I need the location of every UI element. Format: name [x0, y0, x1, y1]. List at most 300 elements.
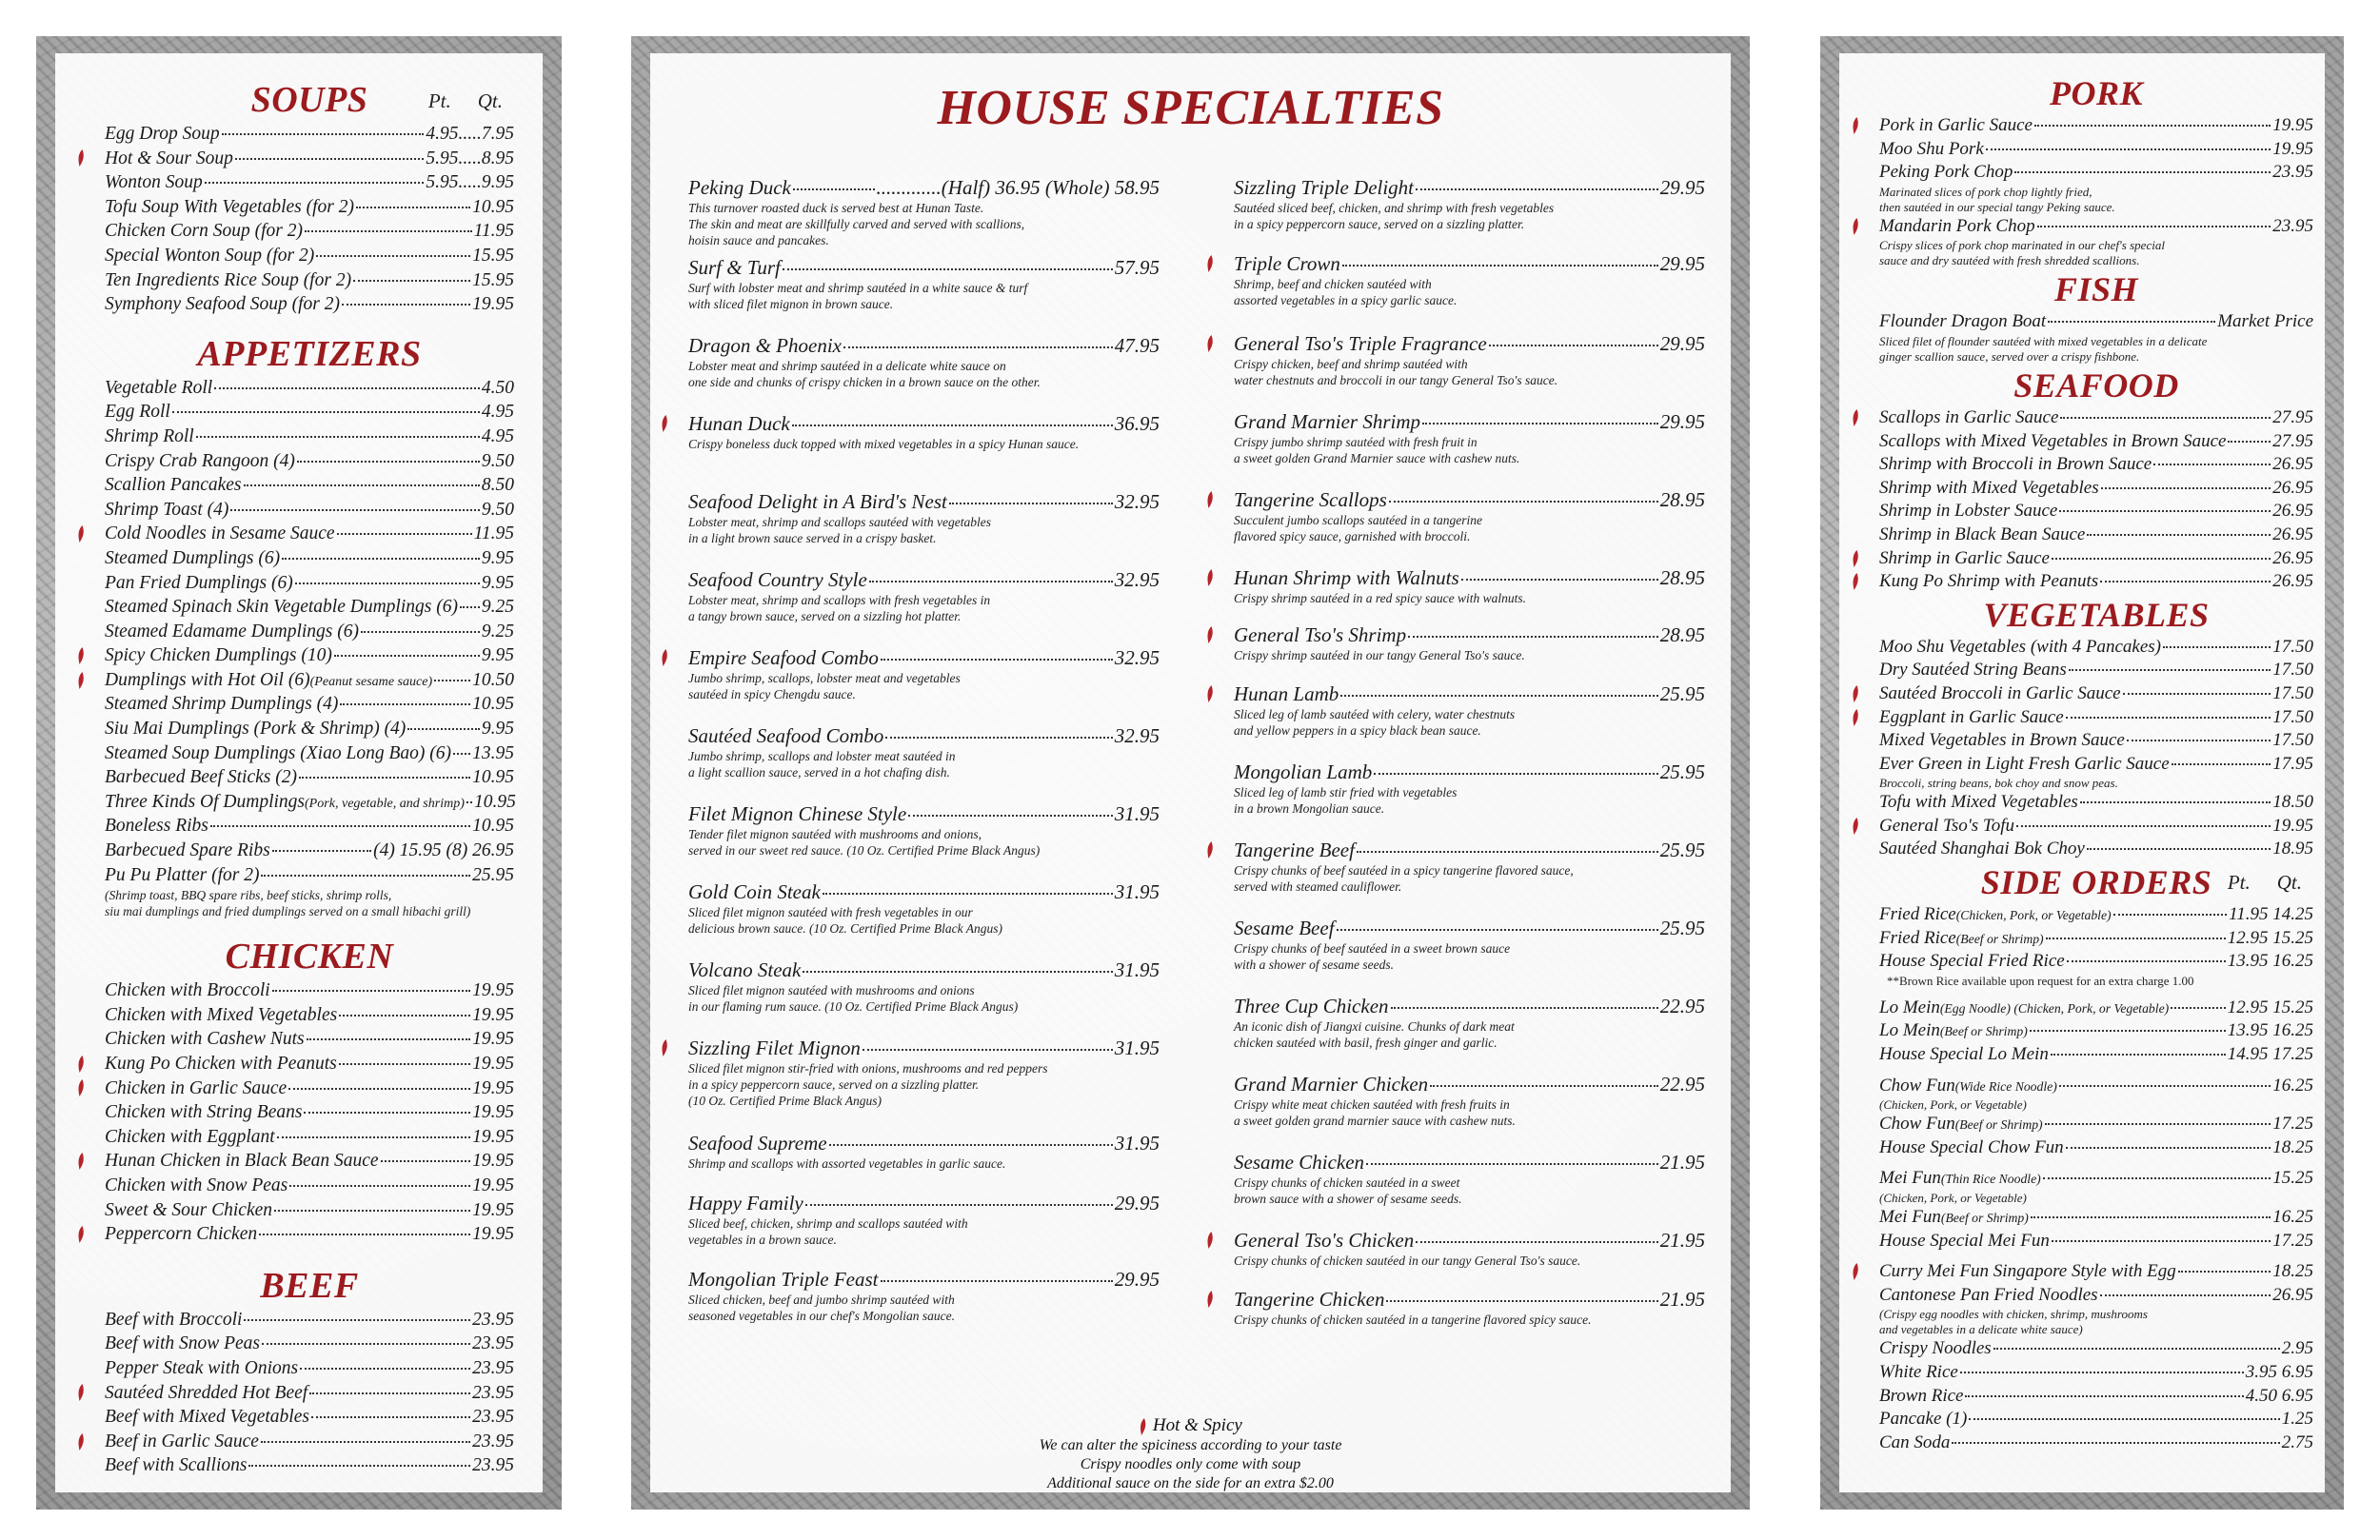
menu-item: [1879, 1167, 2313, 1191]
item-name: Chicken with Mixed Vegetables: [105, 1004, 338, 1025]
dot-leader: [453, 753, 470, 755]
dot-leader: [2127, 740, 2271, 741]
side-orders-title: SIDE ORDERS: [1980, 863, 2212, 902]
item-name: Sesame Beef: [1234, 917, 1335, 939]
item-name: Fried Rice: [1879, 904, 1956, 925]
item-name: Mandarin Pork Chop: [1879, 215, 2035, 236]
item-price: 29.95: [1114, 1192, 1160, 1214]
item-price: 19.95: [472, 1102, 514, 1123]
item-price: 2.95: [2281, 1338, 2313, 1359]
quart-label: Qt.: [2276, 871, 2302, 895]
item-description: Succulent jumbo scallops sautéed in a tangerine flavored spicy sauce, garnished with broccoli.: [1234, 513, 1482, 543]
menu-item: [105, 244, 514, 268]
specialty-item: [688, 723, 1160, 801]
item-price: 25.95: [472, 864, 514, 885]
item-price: 19.95: [472, 980, 514, 1001]
menu-item: [105, 424, 514, 449]
item-price: 4.95.....7.95: [426, 124, 514, 144]
item-price: 25.95: [1659, 839, 1705, 861]
fish-title: FISH: [2053, 270, 2139, 309]
dot-leader: [1969, 1418, 2279, 1420]
item-name: Dry Sautéed String Beans: [1879, 660, 2067, 681]
item-name: Sweet & Sour Chicken: [105, 1199, 273, 1220]
specialty-item: [1234, 1150, 1705, 1228]
left-menu-card: [55, 53, 543, 1492]
appetizers-list: [105, 376, 514, 887]
item-price: 18.25: [2272, 1136, 2313, 1157]
menu-item: [105, 741, 514, 766]
item-price: 9.95: [481, 572, 514, 593]
item-price: 17.50: [2272, 706, 2313, 727]
item-name: Flounder Dragon Boat: [1879, 311, 2047, 332]
item-name: Can Soda: [1879, 1431, 1951, 1452]
dot-leader: [2067, 960, 2226, 962]
item-price: 32.95: [1114, 568, 1160, 591]
dot-leader: [214, 387, 480, 389]
pint-label: Pt.: [2227, 871, 2251, 895]
item-price: 28.95: [1659, 566, 1705, 589]
item-price: 23.95: [472, 1333, 514, 1354]
menu-item: [105, 1430, 514, 1454]
item-description: Jumbo shrimp, scallops and lobster meat sautéed in a light scallion sauce, served in a hot chafing dish.: [688, 749, 956, 780]
dot-leader: [297, 461, 480, 463]
item-note: (Pork, vegetable, and shrimp): [305, 795, 465, 811]
item-description: Crispy boneless duck topped with mixed vegetables in a spicy Hunan sauce.: [688, 437, 1080, 451]
item-name: Ever Green in Light Fresh Garlic Sauce: [1879, 753, 2170, 774]
item-name: General Tso's Chicken: [1234, 1229, 1415, 1252]
dot-leader: [2016, 825, 2271, 827]
item-name: Eggplant in Garlic Sauce: [1879, 706, 2064, 727]
item-price: 29.95: [1659, 176, 1705, 199]
menu-item: [688, 1036, 1160, 1060]
menu-item: [1879, 791, 2313, 815]
hot-pepper-icon: [1851, 116, 1861, 135]
item-name: Volcano Steak: [688, 958, 802, 981]
dot-leader: [1408, 636, 1658, 638]
item-price: 23.95: [472, 1431, 514, 1451]
item-price: 4.50: [481, 377, 514, 398]
menu-item: [105, 1405, 514, 1430]
dot-leader: [2087, 534, 2271, 536]
item-price: 23.95: [472, 1407, 514, 1428]
dot-leader: [244, 484, 480, 486]
dot-leader: [783, 268, 1113, 270]
hot-pepper-icon: [1205, 1290, 1216, 1309]
dot-leader: [407, 728, 480, 730]
menu-item: [105, 522, 514, 546]
specialty-item: [1234, 487, 1705, 565]
soups-title: SOUPS: [250, 80, 368, 120]
dot-leader: [222, 133, 425, 135]
menu-item: [688, 1267, 1160, 1292]
item-price: 10.95: [472, 694, 514, 715]
item-name: Pancake (1): [1879, 1409, 1968, 1430]
item-price: 15.95: [472, 245, 514, 266]
menu-item: [105, 620, 514, 644]
item-price: 1.25: [2281, 1409, 2313, 1430]
item-price: 22.95: [1659, 995, 1705, 1017]
menu-item: [688, 801, 1160, 826]
dot-leader: [353, 280, 470, 282]
dot-leader: [2172, 763, 2271, 765]
item-name: Three Kinds Of Dumplings: [105, 791, 305, 812]
item-name: Crispy Noodles: [1879, 1338, 1992, 1359]
menu-item: [1879, 636, 2313, 660]
menu-item: [105, 376, 514, 401]
item-name: Shrimp with Broccoli in Brown Sauce: [1879, 454, 2152, 475]
menu-item: [688, 1131, 1160, 1155]
item-price: 23.95: [472, 1455, 514, 1476]
item-name: Steamed Spinach Skin Vegetable Dumplings (6): [105, 597, 458, 618]
item-description: Crispy chunks of beef sautéed in a sweet brown sauce with a shower of sesame seeds.: [1234, 941, 1511, 972]
menu-item: [1234, 1228, 1705, 1253]
item-name: Three Cup Chicken: [1234, 995, 1389, 1017]
menu-item: [1234, 331, 1705, 356]
item-name: Sautéed Seafood Combo: [688, 724, 884, 747]
item-name: Hot & Sour Soup: [105, 148, 233, 168]
menu-item: [105, 978, 514, 1003]
specialty-item: [1234, 622, 1705, 681]
item-price: 28.95: [1659, 488, 1705, 511]
menu-item: [105, 147, 514, 171]
item-price: 23.95: [472, 1309, 514, 1330]
specialty-item: [1234, 409, 1705, 487]
dot-leader: [2113, 914, 2228, 916]
item-price: 10.50: [472, 669, 514, 690]
dot-leader: [792, 424, 1113, 426]
specialty-item: [688, 1131, 1160, 1191]
hot-pepper-icon: [76, 1152, 87, 1171]
hot-pepper-icon: [76, 671, 87, 690]
dot-leader: [881, 1280, 1113, 1282]
specialty-item: [688, 879, 1160, 958]
dot-leader: [2046, 938, 2226, 939]
dot-leader: [300, 1368, 470, 1370]
menu-item: [1234, 409, 1705, 434]
menu-item: [1879, 215, 2313, 239]
menu-item: [1879, 161, 2313, 185]
item-name: White Rice: [1879, 1361, 1958, 1382]
hot-pepper-icon: [1851, 572, 1861, 591]
dot-leader: [235, 158, 424, 160]
item-name: Hunan Shrimp with Walnuts: [1234, 566, 1459, 589]
item-price: 32.95: [1114, 490, 1160, 513]
hot-pepper-icon: [1851, 684, 1861, 703]
menu-item: [1879, 477, 2313, 501]
dot-leader: [805, 1204, 1113, 1206]
item-price: 25.95: [1659, 760, 1705, 783]
item-price: 47.95: [1114, 334, 1160, 357]
dot-leader: [2069, 669, 2271, 671]
dot-leader: [2052, 558, 2271, 560]
menu-item: [688, 489, 1160, 514]
menu-item: [105, 122, 514, 147]
dot-leader: [1386, 1300, 1657, 1302]
item-name: Kung Po Chicken with Peanuts: [105, 1054, 337, 1074]
menu-item: [105, 1052, 514, 1076]
item-name: Lo Mein: [1879, 997, 1940, 1017]
menu-item: [105, 400, 514, 424]
menu-item: [105, 292, 514, 317]
item-description: Crispy white meat chicken sautéed with fresh fruits in a sweet golden grand marnier sauce with cashew nuts.: [1234, 1097, 1516, 1128]
menu-item: [688, 723, 1160, 748]
item-name: Steamed Edamame Dumplings (6): [105, 621, 359, 642]
crispy-noodles-note: Crispy noodles only come with soup: [1080, 1455, 1301, 1472]
menu-item: [1234, 1072, 1705, 1096]
dot-leader: [2101, 487, 2271, 489]
specialty-item: [688, 801, 1160, 879]
item-price: 5.95.....9.95: [426, 172, 514, 193]
item-name: Seafood Supreme: [688, 1132, 827, 1155]
item-name: Pan Fried Dumplings (6): [105, 572, 293, 593]
item-description: Surf with lobster meat and shrimp sautéed in a white sauce & turf with sliced filet mignon in brown sauce.: [688, 281, 1028, 311]
item-description: Sautéed sliced beef, chicken, and shrimp with fresh vegetables in a spicy peppercorn sauce, served on a sizzling platter.: [1234, 201, 1555, 231]
dot-leader: [339, 1063, 470, 1065]
dot-leader: [361, 631, 480, 633]
hot-pepper-icon: [660, 414, 670, 433]
item-name: Mei Fun: [1879, 1168, 1941, 1189]
item-name: Moo Shu Pork: [1879, 138, 1984, 159]
hot-pepper-icon: [1851, 817, 1861, 836]
dot-leader: [196, 436, 480, 438]
item-description: Lobster meat and shrimp sautéed in a delicate white sauce on one side and chunks of crispy chicken in a brown sauce on the other.: [688, 359, 1041, 389]
item-description: Tender filet mignon sautéed with mushrooms and onions, served in our sweet red sauce. (10 Oz. Certified Prime Black Angus): [688, 827, 1041, 858]
item-name: Seafood Country Style: [688, 568, 867, 591]
item-description: Shrimp, beef and chicken sautéed with assorted vegetables in a spicy garlic sauce.: [1234, 277, 1458, 307]
specialty-item: [688, 175, 1160, 255]
item-name: Chicken with Snow Peas: [105, 1175, 288, 1195]
item-name: Chicken with Eggplant: [105, 1126, 275, 1147]
item-price: 19.95: [472, 1151, 514, 1172]
menu-item: [688, 567, 1160, 592]
beef-title: BEEF: [260, 1265, 359, 1306]
item-name: Cold Noodles in Sesame Sauce: [105, 523, 335, 544]
pint-label: Pt.: [427, 89, 451, 112]
item-name: Shrimp with Mixed Vegetables: [1879, 477, 2099, 498]
item-price: 25.95: [1659, 682, 1705, 705]
item-name: Sizzling Triple Delight: [1234, 176, 1415, 199]
menu-item: [1234, 622, 1705, 647]
vegetables-list: [1879, 636, 2313, 861]
item-note: (Beef or Shrimp): [1955, 931, 2044, 946]
item-description: Crispy slices of pork chop marinated in our chef's special sauce and dry sautéed with fresh shredded scallions.: [1879, 238, 2165, 268]
house-specialties-title: HOUSE SPECIALTIES: [937, 81, 1444, 135]
item-price: Market Price: [2217, 311, 2313, 332]
specialty-item: [1234, 994, 1705, 1072]
specialty-item: [1234, 565, 1705, 622]
dot-leader: [2034, 125, 2271, 127]
menu-item: [1879, 729, 2313, 753]
item-description: Crispy chunks of chicken sautéed in a sweet brown sauce with a shower of sesame seeds.: [1234, 1175, 1462, 1206]
item-name: Mongolian Triple Feast: [688, 1268, 879, 1291]
menu-item: [1879, 500, 2313, 523]
specialty-item: [688, 958, 1160, 1036]
dot-leader: [885, 737, 1112, 739]
item-name: Steamed Soup Dumplings (Xiao Long Bao) (6): [105, 742, 451, 763]
item-name: Beef with Scallions: [105, 1455, 248, 1476]
dot-leader: [309, 1392, 470, 1394]
item-price: 26.95: [2272, 454, 2313, 475]
pork-title: PORK: [2049, 74, 2143, 112]
item-price: 22.95: [1659, 1073, 1705, 1096]
side-orders-header: [1879, 861, 2313, 903]
item-price: 19.95: [472, 294, 514, 315]
menu-item: [688, 1191, 1160, 1215]
specialty-item: [1234, 1287, 1705, 1346]
menu-item: [105, 1332, 514, 1356]
hot-pepper-icon: [76, 1432, 87, 1451]
dot-leader: [1342, 265, 1658, 267]
item-description: (Chicken, Pork, or Vegetable): [1879, 1191, 2027, 1205]
item-price: 16.25: [2272, 1207, 2313, 1227]
dot-leader: [1952, 1442, 2279, 1444]
menu-item: [105, 765, 514, 790]
item-name: Seafood Delight in A Bird's Nest: [688, 490, 947, 513]
item-name: Happy Family: [688, 1192, 803, 1214]
item-price: 11.95 14.25: [2229, 904, 2313, 925]
item-price: 19.95: [472, 1224, 514, 1245]
specialty-item: [1234, 760, 1705, 838]
item-price: 18.25: [2272, 1261, 2313, 1282]
item-price: 11.95: [473, 523, 514, 544]
dot-leader: [2052, 1240, 2271, 1242]
dot-leader: [381, 1160, 471, 1162]
menu-item: [1234, 175, 1705, 200]
item-name: Spicy Chicken Dumplings (10): [105, 645, 332, 666]
item-price: 19.95: [2272, 115, 2313, 135]
item-name: Sautéed Shanghai Bok Choy: [1879, 839, 2085, 859]
item-name: Tangerine Chicken: [1234, 1288, 1385, 1311]
dot-leader: [299, 777, 470, 779]
item-name: Scallops in Garlic Sauce: [1879, 406, 2059, 427]
dot-leader: [2178, 1271, 2271, 1273]
item-description: Sliced beef, chicken, shrimp and scallops sautéed with vegetables in a brown sauce.: [688, 1216, 968, 1247]
menu-item: [1879, 453, 2313, 477]
dot-leader: [2123, 693, 2271, 695]
item-name: Filet Mignon Chinese Style: [688, 802, 907, 825]
item-name: Wonton Soup: [105, 172, 203, 193]
item-price: 26.95: [2272, 1284, 2313, 1305]
menu-item: [1879, 903, 2313, 927]
dot-leader: [1357, 851, 1658, 853]
dot-leader: [843, 346, 1113, 348]
item-name: Tangerine Scallops: [1234, 488, 1387, 511]
item-description: Broccoli, string beans, bok choy and snow peas.: [1879, 776, 2118, 791]
item-name: Shrimp in Black Bean Sauce: [1879, 523, 2086, 544]
brown-rice-note: **Brown Rice available upon request for an extra charge 1.00: [1887, 973, 2194, 988]
item-description: Crispy shrimp sautéed in a red spicy sauce with walnuts.: [1234, 591, 1526, 605]
dot-leader: [248, 1465, 470, 1467]
menu-item: [688, 958, 1160, 982]
item-price: 19.95: [472, 1199, 514, 1220]
dot-leader: [1337, 929, 1658, 931]
item-note: (Thin Rice Noodle): [1940, 1172, 2041, 1187]
pork-list: [1879, 114, 2313, 268]
specialty-item: [688, 333, 1160, 411]
menu-item: [1879, 682, 2313, 706]
dot-leader: [305, 230, 472, 232]
menu-item: [105, 814, 514, 839]
item-price: 4.95: [481, 402, 514, 423]
menu-item: [1879, 114, 2313, 138]
specialty-item: [688, 255, 1160, 333]
item-price: 27.95: [2272, 430, 2313, 451]
soups-list: [105, 122, 514, 317]
item-price: .............(Half) 36.95 (Whole) 58.95: [876, 176, 1160, 199]
hot-pepper-icon: [76, 148, 87, 168]
item-price: 9.95: [481, 645, 514, 666]
item-description: Sliced filet mignon sautéed with mushrooms and onions in our flaming rum sauce. (10 Oz. Certified Prime Black Angus): [688, 983, 1019, 1014]
house-specialties-card: [650, 53, 1731, 1492]
fish-list: [1879, 310, 2313, 365]
specialty-item: [688, 567, 1160, 645]
item-name: Hunan Duck: [688, 412, 790, 435]
item-note: (Beef or Shrimp): [1939, 1024, 2028, 1039]
item-name: Mei Fun: [1879, 1207, 1941, 1227]
menu-item: [1234, 487, 1705, 512]
item-price: 13.95: [472, 742, 514, 763]
menu-item: [105, 571, 514, 596]
menu-item: [688, 255, 1160, 280]
menu-item: [1879, 659, 2313, 682]
item-description: Crispy jumbo shrimp sautéed with fresh fruit in a sweet golden Grand Marnier sauce with cashew nuts.: [1234, 435, 1520, 465]
specialty-item: [1234, 1072, 1705, 1150]
dot-leader: [311, 1416, 470, 1418]
menu-item: [1879, 430, 2313, 454]
item-name: Special Wonton Soup (for 2): [105, 245, 315, 266]
item-price: 2.75: [2281, 1431, 2313, 1452]
dot-leader: [908, 815, 1113, 817]
item-price: 19.95: [2272, 815, 2313, 836]
dot-leader: [316, 255, 470, 257]
item-price: 10.95: [473, 791, 516, 812]
menu-item: [688, 645, 1160, 670]
item-price: 17.50: [2272, 660, 2313, 681]
item-price: (4) 15.95 (8) 26.95: [373, 840, 514, 861]
dot-leader: [2163, 646, 2271, 648]
item-description: Sliced leg of lamb sautéed with celery, water chestnuts and yellow peppers in a spicy black bean sauce.: [1234, 707, 1516, 738]
hot-pepper-icon: [1205, 254, 1216, 273]
item-price: 36.95: [1114, 412, 1160, 435]
dot-leader: [2030, 1030, 2226, 1032]
soups-size-columns: [402, 89, 503, 113]
dot-leader: [272, 850, 371, 852]
menu-item: [105, 195, 514, 220]
dot-leader: [466, 801, 472, 803]
item-description: Sliced filet of flounder sautéed with mixed vegetables in a delicate ginger scallion sauce, served over a crispy fishbone.: [1879, 333, 2208, 364]
dot-leader: [244, 1319, 470, 1321]
item-name: Siu Mai Dumplings (Pork & Shrimp) (4): [105, 719, 407, 740]
menu-item: [105, 1174, 514, 1198]
dot-leader: [2059, 1085, 2271, 1087]
menu-item: [1879, 706, 2313, 730]
menu-item: [1234, 760, 1705, 784]
menu-item: [105, 1149, 514, 1174]
hot-pepper-icon: [660, 1038, 670, 1057]
item-price: 29.95: [1114, 1268, 1160, 1291]
item-name: Beef with Broccoli: [105, 1309, 243, 1330]
hot-pepper-icon: [76, 1078, 87, 1097]
item-name: House Special Chow Fun: [1879, 1136, 2064, 1157]
dot-leader: [2059, 510, 2271, 512]
item-price: 21.95: [1659, 1151, 1705, 1174]
menu-item: [1879, 1260, 2313, 1284]
item-price: 26.95: [2272, 523, 2313, 544]
menu-item: [1879, 547, 2313, 571]
dot-leader: [1374, 773, 1657, 775]
dot-leader: [2051, 1054, 2226, 1056]
hot-pepper-icon: [1851, 408, 1861, 427]
